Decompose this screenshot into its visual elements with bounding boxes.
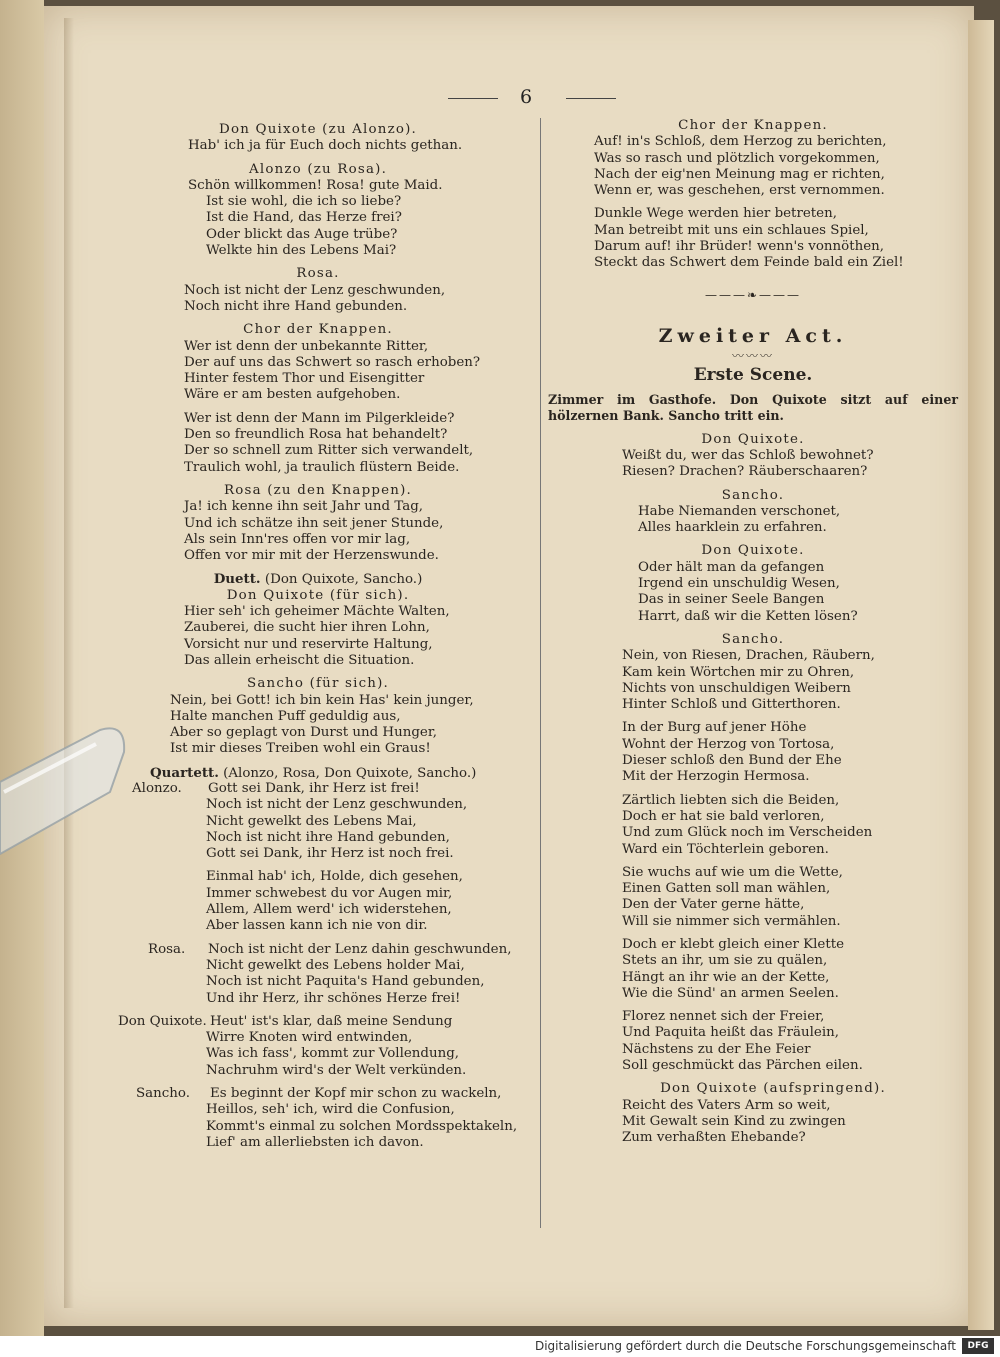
verse-line: Hinter festem Thor und Eisengitter <box>184 371 425 387</box>
quartett-parties: (Alonzo, Rosa, Don Quixote, Sancho.) <box>223 765 477 781</box>
verse-line: Ist die Hand, das Herze frei? <box>206 210 402 226</box>
speaker-heading: Rosa (zu den Knappen). <box>224 482 412 498</box>
speaker-heading: Don Quixote. <box>701 543 805 559</box>
speaker-heading: Don Quixote (aufspringend). <box>660 1081 886 1097</box>
verse-line: Und zum Glück noch im Verscheiden <box>622 825 873 841</box>
header-rule-left <box>448 98 498 99</box>
verse-line: Einmal hab' ich, Holde, dich gesehen, <box>206 869 463 885</box>
ornament-divider: ———❧——— <box>704 287 802 302</box>
verse-line: Noch ist nicht der Lenz geschwunden, <box>184 282 446 298</box>
speaker-heading: Sancho. <box>721 631 785 647</box>
verse-line: Noch ist nicht ihre Hand gebunden, <box>206 829 450 845</box>
verse-line: Offen vor mir mit der Herzenswunde. <box>184 548 439 564</box>
verse-line: Aber so geplagt von Durst und Hunger, <box>170 725 438 741</box>
scene-title: Erste Scene. <box>693 364 813 385</box>
speaker-heading: Don Quixote (für sich). <box>226 587 410 603</box>
verse-line: Wie die Sünd' an armen Seelen. <box>622 985 839 1001</box>
verse-line: Irgend ein unschuldig Wesen, <box>638 576 840 592</box>
verse-line: Und ich schätze ihn seit jener Stunde, <box>184 515 444 531</box>
verse-line: Mit Gewalt sein Kind zu zwingen <box>622 1113 846 1129</box>
verse-text: Noch ist nicht der Lenz dahin geschwunden, <box>208 941 512 957</box>
verse-line: Doch er hat sie bald verloren, <box>622 808 825 824</box>
verse-line: Halte manchen Puff geduldig aus, <box>170 708 401 724</box>
footer-credit: Digitalisierung gefördert durch die Deutsche Forschungsgemeinschaft <box>534 1339 956 1353</box>
verse-line <box>118 1086 518 1102</box>
page-number: 6 <box>520 86 533 108</box>
verse-line: Heillos, seh' ich, wird die Confusion, <box>206 1102 455 1118</box>
verse-line: Hab' ich ja für Euch doch nichts gethan. <box>188 138 463 154</box>
verse-line: Den so freundlich Rosa hat behandelt? <box>184 427 448 443</box>
verse-line: Hinter Schloß und Gitterthoren. <box>622 697 841 713</box>
verse-line: Reicht des Vaters Arm so weit, <box>622 1097 831 1113</box>
duett-label: Duett. <box>213 571 261 588</box>
stage-direction: Zimmer im Gasthofe. Don Quixote sitzt auf einer hölzernen Bank. Sancho tritt ein. <box>548 391 958 424</box>
act-title: Zweiter Act. <box>658 324 848 347</box>
speaker-heading: Alonzo (zu Rosa). <box>248 161 388 177</box>
verse-line: Dieser schloß den Bund der Ehe <box>622 753 842 769</box>
speaker-heading: Sancho (für sich). <box>246 676 390 692</box>
verse-line: Darum auf! ihr Brüder! wenn's vonnöthen, <box>594 239 885 255</box>
verse-line: Kam kein Wörtchen mir zu Ohren, <box>622 664 855 680</box>
scan-clip-shape <box>0 722 140 862</box>
speaker-heading: Sancho. <box>721 487 785 503</box>
verse-line: Wer ist denn der Mann im Pilgerkleide? <box>184 410 455 426</box>
verse-line: Stets an ihr, um sie zu quälen, <box>622 953 828 969</box>
verse-line: Soll geschmückt das Pärchen eilen. <box>622 1058 863 1074</box>
left-column <box>118 122 518 1151</box>
verse-line: Oder blickt das Auge trübe? <box>206 226 398 242</box>
verse-line: Nein, bei Gott! ich bin kein Has' kein junger, <box>170 692 474 708</box>
verse-line: Was so rasch und plötzlich vorgekommen, <box>594 150 880 166</box>
verse-line: Nach der eig'nen Meinung mag er richten, <box>594 166 885 182</box>
verse-line: Harrt, daß wir die Ketten lösen? <box>638 608 858 624</box>
verse-line: Wohnt der Herzog von Tortosa, <box>622 736 835 752</box>
header-rule-right <box>566 98 616 99</box>
dfg-logo: DFG <box>962 1338 994 1354</box>
speaker-heading: Don Quixote (zu Alonzo). <box>219 122 417 137</box>
verse-line: Nächstens zu der Ehe Feier <box>622 1041 811 1057</box>
verse-line: Wenn er, was geschehen, erst vernommen. <box>594 183 885 199</box>
verse-line: Zum verhaßten Ehebande? <box>622 1130 806 1146</box>
quartett-label: Quartett. <box>150 764 219 781</box>
verse-line: Noch nicht ihre Hand gebunden. <box>184 298 408 314</box>
verse-line: Sie wuchs auf wie um die Wette, <box>622 864 843 880</box>
right-column <box>548 118 958 1147</box>
verse-line: Lief' am allerliebsten ich davon. <box>206 1134 424 1150</box>
speaker-heading: Chor der Knappen. <box>243 322 393 338</box>
verse-line: Nein, von Riesen, Drachen, Räubern, <box>622 648 875 664</box>
verse-line: Als sein Inn'res offen vor mir lag, <box>184 531 411 547</box>
footer-bar <box>0 1336 1000 1357</box>
verse-line <box>118 1014 518 1030</box>
speaker-name: Rosa. <box>148 941 186 957</box>
verse-line <box>118 942 518 958</box>
verse-line: Mit der Herzogin Hermosa. <box>622 769 810 785</box>
verse-text: Es beginnt der Kopf mir schon zu wackeln, <box>210 1086 502 1102</box>
verse-line: Vorsicht nur und reservirte Haltung, <box>184 636 433 652</box>
verse-text: Heut' ist's klar, daß meine Sendung <box>210 1013 453 1029</box>
verse-line: Welkte hin des Lebens Mai? <box>206 243 397 259</box>
verse-line: Wäre er am besten aufgehoben. <box>184 387 401 403</box>
speaker-name: Sancho. <box>136 1086 190 1102</box>
verse-line: Alles haarklein zu erfahren. <box>638 520 827 536</box>
speaker-heading: Don Quixote. <box>701 431 805 447</box>
verse-line: Ja! ich kenne ihn seit Jahr und Tag, <box>184 499 424 515</box>
verse-line: Zauberei, die sucht hier ihren Lohn, <box>184 620 430 636</box>
speaker-name: Don Quixote. <box>118 1013 207 1029</box>
verse-line: Nachruhm wird's der Welt verkünden. <box>206 1062 467 1078</box>
verse-line: Gott sei Dank, ihr Herz ist noch frei. <box>206 846 454 862</box>
verse-line: Schön willkommen! Rosa! gute Maid. <box>188 177 443 193</box>
page-header <box>0 86 1000 110</box>
page-fold-shadow <box>64 18 74 1308</box>
verse-line: Dunkle Wege werden hier betreten, <box>594 206 837 222</box>
verse-line: Habe Niemanden verschonet, <box>638 503 841 519</box>
verse-line: Hier seh' ich geheimer Mächte Walten, <box>184 604 450 620</box>
verse-line: Man betreibt mit uns ein schlaues Spiel, <box>594 222 869 238</box>
verse-line: Einen Gatten soll man wählen, <box>622 881 831 897</box>
verse-line: Das allein erheischt die Situation. <box>184 652 415 668</box>
verse-line: Doch er klebt gleich einer Klette <box>622 936 845 952</box>
verse-line: Oder hält man da gefangen <box>638 559 825 575</box>
speaker-name: Alonzo. <box>132 780 182 796</box>
verse-line: Florez nennet sich der Freier, <box>622 1009 825 1025</box>
verse-line: Noch ist nicht der Lenz geschwunden, <box>206 797 468 813</box>
scan-background-edge <box>0 0 44 1357</box>
verse-text: Gott sei Dank, ihr Herz ist frei! <box>208 780 420 796</box>
duett-parties: (Don Quixote, Sancho.) <box>264 572 423 588</box>
verse-line: In der Burg auf jener Höhe <box>622 720 807 736</box>
column-divider <box>540 118 541 1228</box>
verse-line: Aber lassen kann ich nie von dir. <box>206 918 428 934</box>
verse-line: Ist mir dieses Treiben wohl ein Graus! <box>170 741 431 757</box>
duett-heading <box>118 571 518 587</box>
verse-line: Zärtlich liebten sich die Beiden, <box>622 792 840 808</box>
verse-line: Weißt du, wer das Schloß bewohnet? <box>622 447 874 463</box>
verse-line: Nicht gewelkt des Lebens holder Mai, <box>206 957 465 973</box>
verse-line: Traulich wohl, ja traulich flüstern Beide. <box>184 459 460 475</box>
verse-line: Ward ein Töchterlein geboren. <box>622 841 829 857</box>
verse-line: Der so schnell zum Ritter sich verwandelt, <box>184 443 474 459</box>
page-edge <box>968 20 994 1330</box>
verse-line: Ist sie wohl, die ich so liebe? <box>206 194 402 210</box>
verse-line: Kommt's einmal zu solchen Mordsspektakeln, <box>206 1118 518 1134</box>
verse-line: Der auf uns das Schwert so rasch erhoben? <box>184 354 481 370</box>
verse-line: Auf! in's Schloß, dem Herzog zu berichten, <box>594 134 887 150</box>
verse-line: Allem, Allem werd' ich widerstehen, <box>206 902 452 918</box>
quartett-heading <box>118 765 518 781</box>
verse-line: Wirre Knoten wird entwinden, <box>206 1030 413 1046</box>
verse-line: Wer ist denn der unbekannte Ritter, <box>184 338 429 354</box>
verse-line: Nicht gewelkt des Lebens Mai, <box>206 813 417 829</box>
verse-line: Und ihr Herz, ihr schönes Herze frei! <box>206 990 461 1006</box>
verse-line: Riesen? Drachen? Räuberschaaren? <box>622 464 868 480</box>
verse-line <box>118 781 518 797</box>
verse-line: Das in seiner Seele Bangen <box>638 592 825 608</box>
verse-line: Was ich fass', kommt zur Vollendung, <box>206 1046 460 1062</box>
verse-line: Den der Vater gerne hätte, <box>622 897 805 913</box>
verse-line: Nichts von unschuldigen Weibern <box>622 680 851 696</box>
verse-line: Hängt an ihr wie an der Kette, <box>622 969 830 985</box>
verse-line: Und Paquita heißt das Fräulein, <box>622 1025 839 1041</box>
verse-line: Will sie nimmer sich vermählen. <box>622 913 841 929</box>
verse-line: Noch ist nicht Paquita's Hand gebunden, <box>206 974 485 990</box>
ornament-rule: 〰〰〰 <box>731 348 774 363</box>
speaker-heading: Rosa. <box>296 266 340 282</box>
verse-line: Immer schwebest du vor Augen mir, <box>206 885 453 901</box>
verse-line: Steckt das Schwert dem Feinde bald ein Ziel! <box>594 255 904 271</box>
speaker-heading: Chor der Knappen. <box>678 118 828 133</box>
